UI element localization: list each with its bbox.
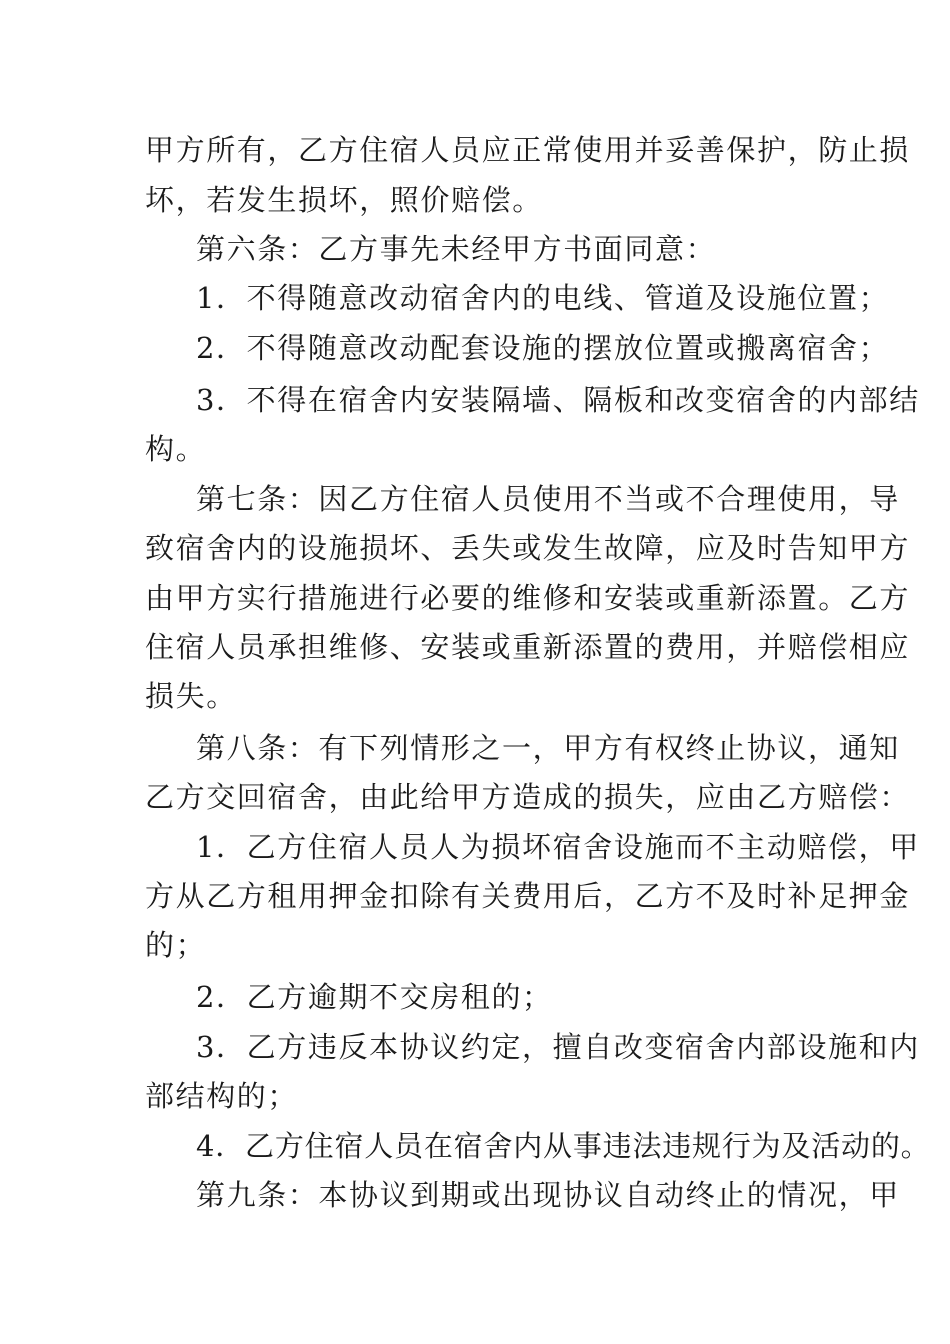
text-line-11: 住宿人员承担维修、安装或重新添置的费用，并赔偿相应 [145, 630, 911, 664]
text-line-3: 第六条：乙方事先未经甲方书面同意： [196, 232, 717, 266]
text-line-9: 致宿舍内的设施损坏、丢失或发生故障，应及时告知甲方 [145, 531, 911, 565]
text-line-22: 第九条：本协议到期或出现协议自动终止的情况，甲 [196, 1178, 900, 1212]
text-line-6: 3．不得在宿舍内安装隔墙、隔板和改变宿舍的内部结 [196, 383, 920, 417]
text-line-16: 方从乙方租用押金扣除有关费用后，乙方不及时补足押金 [145, 879, 911, 913]
text-line-4: 1．不得随意改动宿舍内的电线、管道及设施位置； [196, 281, 890, 315]
text-line-10: 由甲方实行措施进行必要的维修和安装或重新添置。乙方 [145, 581, 911, 615]
text-line-2: 坏，若发生损坏，照价赔偿。 [145, 183, 543, 217]
text-line-7: 构。 [145, 432, 207, 466]
text-line-1: 甲方所有，乙方住宿人员应正常使用并妥善保护，防止损 [145, 133, 911, 167]
text-line-5: 2．不得随意改动配套设施的摆放位置或搬离宿舍； [196, 331, 890, 365]
text-line-15: 1．乙方住宿人员人为损坏宿舍设施而不主动赔偿，甲 [196, 830, 920, 864]
text-line-17: 的； [145, 928, 207, 962]
text-line-20: 部结构的； [145, 1079, 299, 1113]
text-line-18: 2．乙方逾期不交房租的； [196, 980, 553, 1014]
text-line-8: 第七条：因乙方住宿人员使用不当或不合理使用，导 [196, 482, 900, 516]
text-line-14: 乙方交回宿舍，由此给甲方造成的损失，应由乙方赔偿： [145, 780, 911, 814]
text-line-19: 3．乙方违反本协议约定，擅自改变宿舍内部设施和内 [196, 1030, 920, 1064]
text-line-12: 损失。 [145, 679, 237, 713]
text-line-21: 4．乙方住宿人员在宿舍内从事违法违规行为及活动的。 [196, 1129, 931, 1163]
text-line-13: 第八条：有下列情形之一，甲方有权终止协议，通知 [196, 731, 900, 765]
